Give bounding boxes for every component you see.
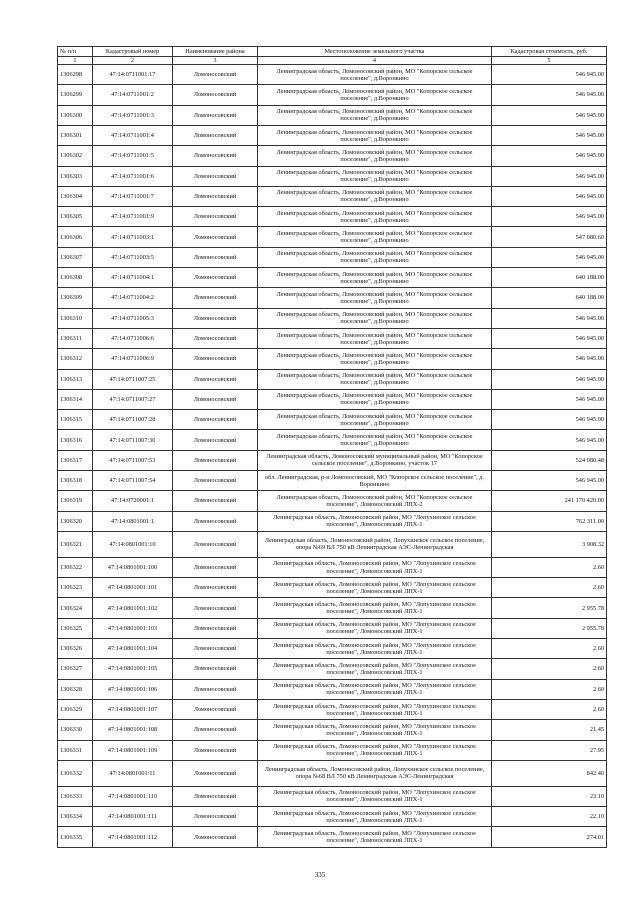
table-row — [58, 328, 607, 348]
table-row — [58, 618, 607, 638]
location-cell: Ленинградская область, Ломоносовский район, МО "Копорское сельское поселение", д.Воронкино — [258, 85, 492, 105]
district-name-cell: Ломоносовский — [173, 531, 258, 557]
district-name-cell: Ломоносовский — [173, 389, 258, 409]
row-number-cell: 1306310 — [58, 308, 93, 328]
row-number-cell: 1306301 — [58, 125, 93, 145]
district-name-cell: Ломоносовский — [173, 125, 258, 145]
cadastral-value-cell: 2 955.78 — [492, 598, 607, 618]
row-number-cell: 1306312 — [58, 349, 93, 369]
row-number-cell: 1306309 — [58, 288, 93, 308]
cadastral-number-cell: 47:14:0711001:2 — [93, 85, 173, 105]
cadastral-number-cell: 47:14:0801001:109 — [93, 740, 173, 760]
district-name-cell: Ломоносовский — [173, 247, 258, 267]
district-name-cell: Ломоносовский — [173, 807, 258, 827]
table-row — [58, 491, 607, 511]
cadastral-number-cell: 47:14:0801001:104 — [93, 639, 173, 659]
cadastral-value-cell: 546 945.00 — [492, 105, 607, 125]
cadastral-number-cell: 47:14:0711001:9 — [93, 207, 173, 227]
table-row — [58, 430, 607, 450]
table-row — [58, 186, 607, 206]
location-cell: Ленинградская область, Ломоносовский район, МО "Лопухинское сельское поселение", Ломоносовский ЛПХ-1 — [258, 557, 492, 577]
district-name-cell: Ломоносовский — [173, 557, 258, 577]
location-cell: Ленинградская область, Ломоносовский район, МО "Копорское сельское поселение", д.Воронкино — [258, 430, 492, 450]
row-number-cell: 1306334 — [58, 807, 93, 827]
district-name-cell: Ломоносовский — [173, 679, 258, 699]
table-row — [58, 85, 607, 105]
location-cell: Ленинградская область, Ломоносовский район, МО "Копорское сельское поселение", д.Воронкино — [258, 207, 492, 227]
location-cell: Ленинградская область, Ломоносовский район, МО "Лопухинское сельское поселение", Ломоносовский ЛПХ-1 — [258, 598, 492, 618]
cadastral-number-cell: 47:14:0801001:106 — [93, 679, 173, 699]
row-number-cell: 1306298 — [58, 65, 93, 85]
cadastral-number-cell: 47:14:0801001:101 — [93, 578, 173, 598]
cadastral-value-cell: 2.60 — [492, 679, 607, 699]
district-name-cell: Ломоносовский — [173, 786, 258, 806]
cadastral-number-cell: 47:14:0801001:10 — [93, 531, 173, 557]
row-number-cell: 1306313 — [58, 369, 93, 389]
cadastral-value-cell: 547 080.60 — [492, 227, 607, 247]
location-cell: Ленинградская область, Ломоносовский район, МО "Копорское сельское поселение", д.Воронкино — [258, 288, 492, 308]
cadastral-number-cell: 47:14:0711003:1 — [93, 227, 173, 247]
table-body — [58, 65, 607, 848]
location-cell: Ленинградская область, Ломоносовский район, МО "Лопухинское сельское поселение", Ломоносовский ЛПХ-1 — [258, 578, 492, 598]
district-name-cell: Ломоносовский — [173, 639, 258, 659]
location-cell: Ленинградская область, Ломоносовский район, МО "Копорское сельское поселение", д.Воронкино — [258, 328, 492, 348]
cadastral-number-cell: 47:14:0801001:107 — [93, 699, 173, 719]
cadastral-number-cell: 47:14:0711006:6 — [93, 328, 173, 348]
district-name-cell: Ломоносовский — [173, 227, 258, 247]
location-cell: Ленинградская область, Ломоносовский район, МО "Лопухинское сельское поселение", Ломоносовский ЛПХ-1 — [258, 618, 492, 638]
cadastral-value-cell: 546 945.00 — [492, 308, 607, 328]
table-row — [58, 720, 607, 740]
cadastral-number-cell: 47:14:0711003:5 — [93, 247, 173, 267]
location-cell: Ленинградская область, Ломоносовский район, МО "Лопухинское сельское поселение", Ломоносовский ЛПХ-1 — [258, 786, 492, 806]
cadastral-number-cell: 47:14:0711004:1 — [93, 268, 173, 288]
header-number: № п/п — [58, 47, 93, 57]
location-cell: Ленинградская область, Ломоносовский район, МО "Копорское сельское поселение", д.Воронкино — [258, 349, 492, 369]
cadastral-value-cell: 546 945.00 — [492, 470, 607, 490]
header-row — [58, 47, 607, 57]
district-name-cell: Ломоносовский — [173, 470, 258, 490]
header-location: Местоположение земельного участка — [258, 47, 492, 57]
location-cell: Ленинградская область, Ломоносовский район, МО "Копорское сельское поселение", д.Воронкино — [258, 146, 492, 166]
cadastral-value-cell: 546 945.00 — [492, 65, 607, 85]
row-number-cell: 1306329 — [58, 699, 93, 719]
cadastral-value-cell: 640 188.00 — [492, 288, 607, 308]
row-number-cell: 1306327 — [58, 659, 93, 679]
district-name-cell: Ломоносовский — [173, 491, 258, 511]
row-number-cell: 1306314 — [58, 389, 93, 409]
cadastral-number-cell: 47:14:0801001:1 — [93, 511, 173, 531]
cadastral-value-cell: 546 945.00 — [492, 369, 607, 389]
cadastral-value-cell: 546 945.00 — [492, 430, 607, 450]
table-row — [58, 308, 607, 328]
header-cadastral-value: Кадастровая стоимость, руб. — [492, 47, 607, 57]
table-row — [58, 268, 607, 288]
district-name-cell: Ломоносовский — [173, 578, 258, 598]
district-name-cell: Ломоносовский — [173, 659, 258, 679]
cadastral-value-cell: 2.60 — [492, 659, 607, 679]
row-number-cell: 1306330 — [58, 720, 93, 740]
cadastral-number-cell: 47:14:0711001:7 — [93, 186, 173, 206]
table-row — [58, 827, 607, 847]
cadastral-number-cell: 47:14:0801001:111 — [93, 807, 173, 827]
page-number: 335 — [314, 871, 326, 879]
location-cell: Ленинградская область, Ломоносовский район, МО "Лопухинское сельское поселение", Ломоносовский ЛПХ-1 — [258, 659, 492, 679]
table-row — [58, 557, 607, 577]
cadastral-number-cell: 47:14:0711004:2 — [93, 288, 173, 308]
row-number-cell: 1306308 — [58, 268, 93, 288]
cadastral-value-cell: 2.60 — [492, 639, 607, 659]
table-row — [58, 125, 607, 145]
district-name-cell: Ломоносовский — [173, 328, 258, 348]
row-number-cell: 1306302 — [58, 146, 93, 166]
column-number: 4 — [258, 57, 492, 65]
location-cell: Ленинградская область, Ломоносовский район, МО "Копорское сельское поселение", д.Воронкино — [258, 166, 492, 186]
location-cell: Ленинградская область, Ломоносовский район, МО "Копорское сельское поселение", д.Воронкино — [258, 369, 492, 389]
location-cell: Ленинградская область, Ломоносовский район, МО "Лопухинское сельское поселение", Ломоносовский ЛПХ-1 — [258, 827, 492, 847]
table-row — [58, 410, 607, 430]
location-cell: Ленинградская область, Ломоносовский район, МО "Лопухинское сельское поселение", Ломоносовский ЛПХ-1 — [258, 639, 492, 659]
cadastral-number-cell: 47:14:0801001:110 — [93, 786, 173, 806]
district-name-cell: Ломоносовский — [173, 760, 258, 786]
table-row — [58, 786, 607, 806]
cadastral-value-cell: 546 945.00 — [492, 207, 607, 227]
table-row — [58, 166, 607, 186]
table-row — [58, 511, 607, 531]
cadastral-value-cell: 23.10 — [492, 786, 607, 806]
location-cell: Ленинградская область, Ломоносовский район, МО "Копорское сельское поселение", Ломоносовский ЛПХ-2 — [258, 491, 492, 511]
table-row — [58, 247, 607, 267]
row-number-cell: 1306315 — [58, 410, 93, 430]
location-cell: Ленинградская область, Ломоносовский район, МО "Копорское сельское поселение", д.Воронкино — [258, 308, 492, 328]
row-number-cell: 1306299 — [58, 85, 93, 105]
cadastral-value-cell: 546 945.00 — [492, 349, 607, 369]
district-name-cell: Ломоносовский — [173, 288, 258, 308]
row-number-cell: 1306333 — [58, 786, 93, 806]
location-cell: Ленинградская область, Ломоносовский район, МО "Копорское сельское поселение", д.Воронкино — [258, 105, 492, 125]
cadastral-value-cell: 2.60 — [492, 699, 607, 719]
cadastral-number-cell: 47:14:0711001:3 — [93, 105, 173, 125]
row-number-cell: 1306317 — [58, 450, 93, 470]
cadastral-value-cell: 546 945.00 — [492, 389, 607, 409]
table-row — [58, 598, 607, 618]
location-cell: Ленинградская область, Ломоносовский район, МО "Лопухинское сельское поселение", Ломоносовский ЛПХ-1 — [258, 679, 492, 699]
cadastral-number-cell: 47:14:0801001:100 — [93, 557, 173, 577]
row-number-cell: 1306326 — [58, 639, 93, 659]
cadastral-value-cell: 27.95 — [492, 740, 607, 760]
table-row — [58, 288, 607, 308]
table-row — [58, 531, 607, 557]
column-number: 1 — [58, 57, 93, 65]
row-number-cell: 1306325 — [58, 618, 93, 638]
cadastral-value-cell: 546 945.00 — [492, 410, 607, 430]
district-name-cell: Ломоносовский — [173, 740, 258, 760]
district-name-cell: Ломоносовский — [173, 511, 258, 531]
cadastral-value-cell: 546 945.00 — [492, 146, 607, 166]
table-row — [58, 349, 607, 369]
cadastral-number-cell: 47:14:0711007:25 — [93, 369, 173, 389]
header-cadastral-number: Кадастровый номер — [93, 47, 173, 57]
row-number-cell: 1306322 — [58, 557, 93, 577]
cadastral-value-cell: 546 945.00 — [492, 328, 607, 348]
location-cell: Ленинградская область, Ломоносовский район, МО "Лопухинское сельское поселение", Ломоносовский ЛПХ-1 — [258, 807, 492, 827]
table-row — [58, 578, 607, 598]
cadastral-value-cell: 3 908.32 — [492, 531, 607, 557]
cadastral-number-cell: 47:14:0711007:27 — [93, 389, 173, 409]
cadastral-number-cell: 47:14:0711007:28 — [93, 410, 173, 430]
cadastral-number-cell: 47:14:0711001:6 — [93, 166, 173, 186]
table-row — [58, 639, 607, 659]
table-row — [58, 227, 607, 247]
location-cell: обл. Ленинградская, р-н Ломоносовский, МО "Копорское сельское поселение", д. Воронкино — [258, 470, 492, 490]
table-row — [58, 369, 607, 389]
cadastral-number-cell: 47:14:0711001:5 — [93, 146, 173, 166]
cadastral-number-cell: 47:14:0801001:103 — [93, 618, 173, 638]
cadastral-value-cell: 2 955.78 — [492, 618, 607, 638]
cadastral-value-table — [57, 46, 607, 848]
cadastral-value-cell: 640 188.00 — [492, 268, 607, 288]
table-row — [58, 470, 607, 490]
cadastral-value-cell: 546 945.00 — [492, 186, 607, 206]
cadastral-number-cell: 47:14:0711001:17 — [93, 65, 173, 85]
table-row — [58, 105, 607, 125]
location-cell: Ленинградская область, Ломоносовский район, Лопухинское сельское поселение, опора №69 ВЛ 750 кВ Ленинградская АЭС-Ленинградская — [258, 531, 492, 557]
cadastral-number-cell: 47:14:0711005:3 — [93, 308, 173, 328]
cadastral-number-cell: 47:14:0801001:102 — [93, 598, 173, 618]
location-cell: Ленинградская область, Ломоносовский район, МО "Копорское сельское поселение", д.Воронкино — [258, 227, 492, 247]
district-name-cell: Ломоносовский — [173, 186, 258, 206]
table-row — [58, 807, 607, 827]
location-cell: Ленинградская область, Ломоносовский район, МО "Копорское сельское поселение", д.Воронкино — [258, 65, 492, 85]
location-cell: Ленинградская область, Ломоносовский район, МО "Лопухинское сельское поселение", Ломоносовский ЛПХ-1 — [258, 740, 492, 760]
location-cell: Ленинградская область, Ломоносовский муниципальный район, МО "Копорское сельское поселение", д.Воронкино, участок 17 — [258, 450, 492, 470]
table-row — [58, 659, 607, 679]
cadastral-value-cell: 274.01 — [492, 827, 607, 847]
cadastral-number-cell: 47:14:0711007:30 — [93, 430, 173, 450]
cadastral-value-cell: 546 945.00 — [492, 125, 607, 145]
row-number-cell: 1306332 — [58, 760, 93, 786]
row-number-cell: 1306318 — [58, 470, 93, 490]
row-number-cell: 1306328 — [58, 679, 93, 699]
cadastral-number-cell: 47:14:0801001:105 — [93, 659, 173, 679]
district-name-cell: Ломоносовский — [173, 699, 258, 719]
location-cell: Ленинградская область, Ломоносовский район, МО "Лопухинское сельское поселение", Ломоносовский ЛПХ-1 — [258, 699, 492, 719]
cadastral-value-cell: 241 170 420.00 — [492, 491, 607, 511]
district-name-cell: Ломоносовский — [173, 720, 258, 740]
row-number-cell: 1306307 — [58, 247, 93, 267]
row-number-cell: 1306321 — [58, 531, 93, 557]
header-district: Наименование района — [173, 47, 258, 57]
row-number-cell: 1306319 — [58, 491, 93, 511]
column-number: 3 — [173, 57, 258, 65]
cadastral-value-cell: 524 080.48 — [492, 450, 607, 470]
cadastral-number-cell: 47:14:0711006:9 — [93, 349, 173, 369]
cadastral-number-cell: 47:14:0801001:11 — [93, 760, 173, 786]
table-row — [58, 699, 607, 719]
table-row — [58, 65, 607, 85]
location-cell: Ленинградская область, Ломоносовский район, МО "Копорское сельское поселение", д.Воронкино — [258, 268, 492, 288]
district-name-cell: Ломоносовский — [173, 369, 258, 389]
row-number-cell: 1306311 — [58, 328, 93, 348]
district-name-cell: Ломоносовский — [173, 65, 258, 85]
district-name-cell: Ломоносовский — [173, 268, 258, 288]
district-name-cell: Ломоносовский — [173, 598, 258, 618]
table-row — [58, 207, 607, 227]
location-cell: Ленинградская область, Ломоносовский район, МО "Копорское сельское поселение", д.Воронкино — [258, 389, 492, 409]
district-name-cell: Ломоносовский — [173, 308, 258, 328]
district-name-cell: Ломоносовский — [173, 85, 258, 105]
table-row — [58, 740, 607, 760]
cadastral-value-cell: 546 945.00 — [492, 247, 607, 267]
cadastral-value-cell: 546 945.00 — [492, 85, 607, 105]
district-name-cell: Ломоносовский — [173, 430, 258, 450]
row-number-cell: 1306323 — [58, 578, 93, 598]
cadastral-value-cell: 546 945.00 — [492, 166, 607, 186]
row-number-cell: 1306306 — [58, 227, 93, 247]
district-name-cell: Ломоносовский — [173, 207, 258, 227]
row-number-cell: 1306303 — [58, 166, 93, 186]
district-name-cell: Ломоносовский — [173, 827, 258, 847]
column-number: 2 — [93, 57, 173, 65]
district-name-cell: Ломоносовский — [173, 349, 258, 369]
cadastral-number-cell: 47:14:0720001:1 — [93, 491, 173, 511]
cadastral-value-cell: 762 311.00 — [492, 511, 607, 531]
cadastral-value-cell: 21.45 — [492, 720, 607, 740]
table-row — [58, 389, 607, 409]
table-row — [58, 679, 607, 699]
cadastral-value-cell: 22.10 — [492, 807, 607, 827]
cadastral-value-cell: 842.40 — [492, 760, 607, 786]
cadastral-value-cell: 2.60 — [492, 578, 607, 598]
row-number-cell: 1306320 — [58, 511, 93, 531]
cadastral-number-cell: 47:14:0801001:112 — [93, 827, 173, 847]
cadastral-number-cell: 47:14:0801001:108 — [93, 720, 173, 740]
location-cell: Ленинградская область, Ломоносовский район, МО "Копорское сельское поселение", д.Воронкино — [258, 410, 492, 430]
location-cell: Ленинградская область, Ломоносовский район, Лопухинское сельское поселение, опора №68 ВЛ 750 кВ Ленинградская АЭС-Ленинградская — [258, 760, 492, 786]
location-cell: Ленинградская область, Ломоносовский район, МО "Копорское сельское поселение", д.Воронкино — [258, 186, 492, 206]
cadastral-value-cell: 2.60 — [492, 557, 607, 577]
row-number-cell: 1306300 — [58, 105, 93, 125]
column-number: 5 — [492, 57, 607, 65]
district-name-cell: Ломоносовский — [173, 166, 258, 186]
district-name-cell: Ломоносовский — [173, 410, 258, 430]
row-number-cell: 1306305 — [58, 207, 93, 227]
row-number-cell: 1306331 — [58, 740, 93, 760]
row-number-cell: 1306335 — [58, 827, 93, 847]
cadastral-number-cell: 47:14:0711007:54 — [93, 470, 173, 490]
district-name-cell: Ломоносовский — [173, 450, 258, 470]
district-name-cell: Ломоносовский — [173, 146, 258, 166]
cadastral-number-cell: 47:14:0711007:53 — [93, 450, 173, 470]
cadastral-number-cell: 47:14:0711001:4 — [93, 125, 173, 145]
location-cell: Ленинградская область, Ломоносовский район, МО "Лопухинское сельское поселение", Ломоносовский ЛПХ-1 — [258, 511, 492, 531]
column-number-row — [58, 57, 607, 65]
location-cell: Ленинградская область, Ломоносовский район, МО "Копорское сельское поселение", д.Воронкино — [258, 247, 492, 267]
row-number-cell: 1306304 — [58, 186, 93, 206]
district-name-cell: Ломоносовский — [173, 618, 258, 638]
table-row — [58, 760, 607, 786]
table-row — [58, 450, 607, 470]
table-row — [58, 146, 607, 166]
location-cell: Ленинградская область, Ломоносовский район, МО "Копорское сельское поселение", д.Воронкино — [258, 125, 492, 145]
row-number-cell: 1306316 — [58, 430, 93, 450]
district-name-cell: Ломоносовский — [173, 105, 258, 125]
location-cell: Ленинградская область, Ломоносовский район, МО "Лопухинское сельское поселение", Ломоносовский ЛПХ-1 — [258, 720, 492, 740]
row-number-cell: 1306324 — [58, 598, 93, 618]
